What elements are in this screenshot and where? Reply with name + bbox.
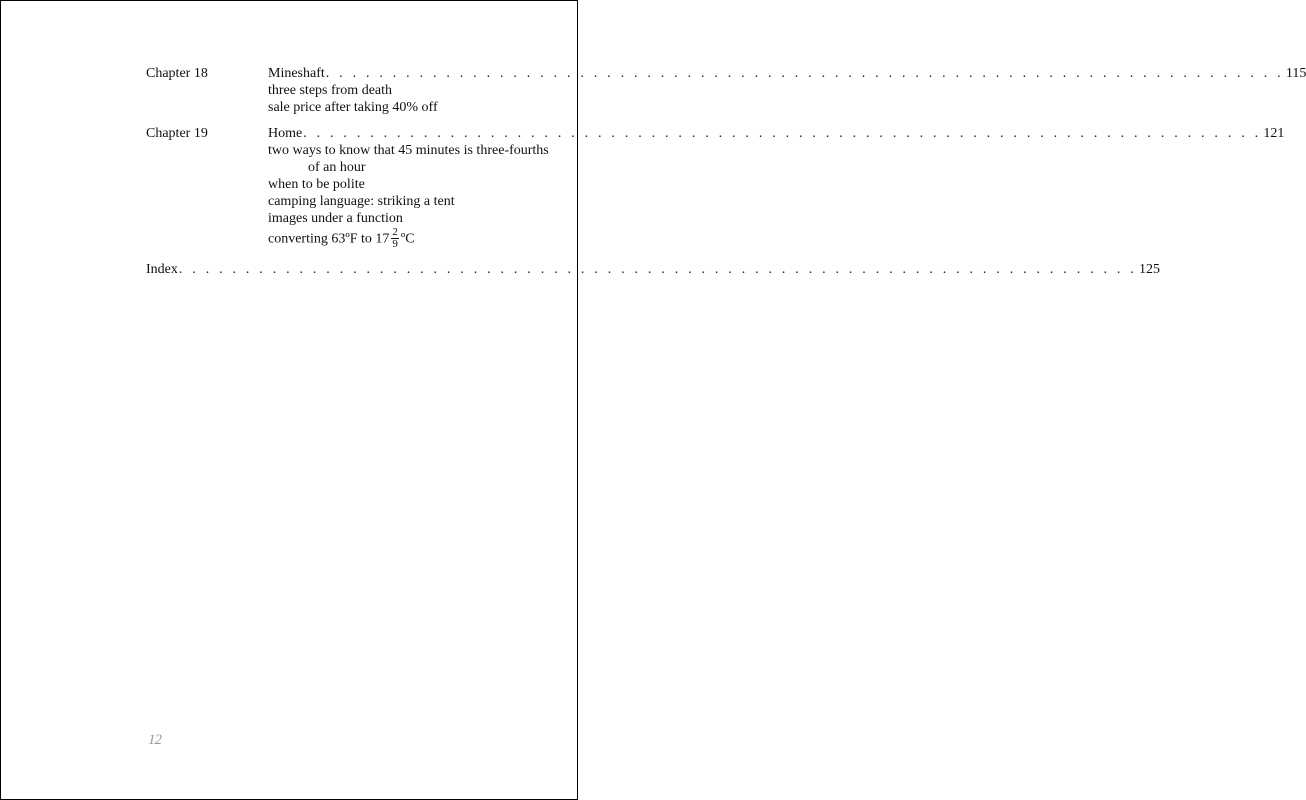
chapter-label: Chapter 19 [146,126,208,141]
conversion-text: converting 63ºF to 17 [268,231,390,247]
dot-leader: . . . . . . . . . . . . . . . . . . . . . . . . . . . . . . . . . . . . . . . . . . . . . . . . . . . . . . . . . . . . . . . . . . . . . . . . [325,66,1284,81]
fraction-denominator: 9 [392,238,398,250]
topic-item: images under a function [268,211,403,226]
conversion-unit: ºC [400,231,415,247]
fraction-numerator: 2 [392,226,398,238]
dot-leader: . . . . . . . . . . . . . . . . . . . . . . . . . . . . . . . . . . . . . . . . . . . . . . . . . . . . . . . . . . . . . . . . . . . . . . . . [303,126,1262,141]
toc-heading-row [146,65,1306,82]
chapter-title: Home [268,126,303,141]
topic-item: camping language: striking a tent [268,194,455,209]
dot-leader: . . . . . . . . . . . . . . . . . . . . . . . . . . . . . . . . . . . . . . . . . . . . . . . . . . . . . . . . . . . . . . . . . . . . . . . . [178,262,1137,277]
page-number: 121 [1263,126,1285,141]
chapter-title: Mineshaft [268,66,325,81]
page-folio: 12 [148,732,161,748]
page-number: 125 [1139,262,1160,277]
topic-item-conversion [268,228,554,251]
toc-heading-row [146,261,1160,278]
chapter-label: Chapter 18 [146,66,208,81]
topic-list [268,82,554,116]
fraction [391,227,399,250]
toc-entry-chapter-18 [146,65,1306,116]
topic-item: when to be polite [268,177,365,192]
topic-item: sale price after taking 40% off [268,100,438,115]
index-label: Index [146,262,178,277]
topic-item-continuation: of an hour [308,160,366,175]
topic-item: three steps from death [268,83,393,98]
toc-heading-row [146,125,1285,142]
toc-entry-chapter-19 [146,125,1285,251]
topic-list [268,142,554,251]
toc-entry-index [146,261,1160,278]
page-number: 115 [1285,66,1306,81]
topic-item: two ways to know that 45 minutes is three-fourths [268,143,549,158]
